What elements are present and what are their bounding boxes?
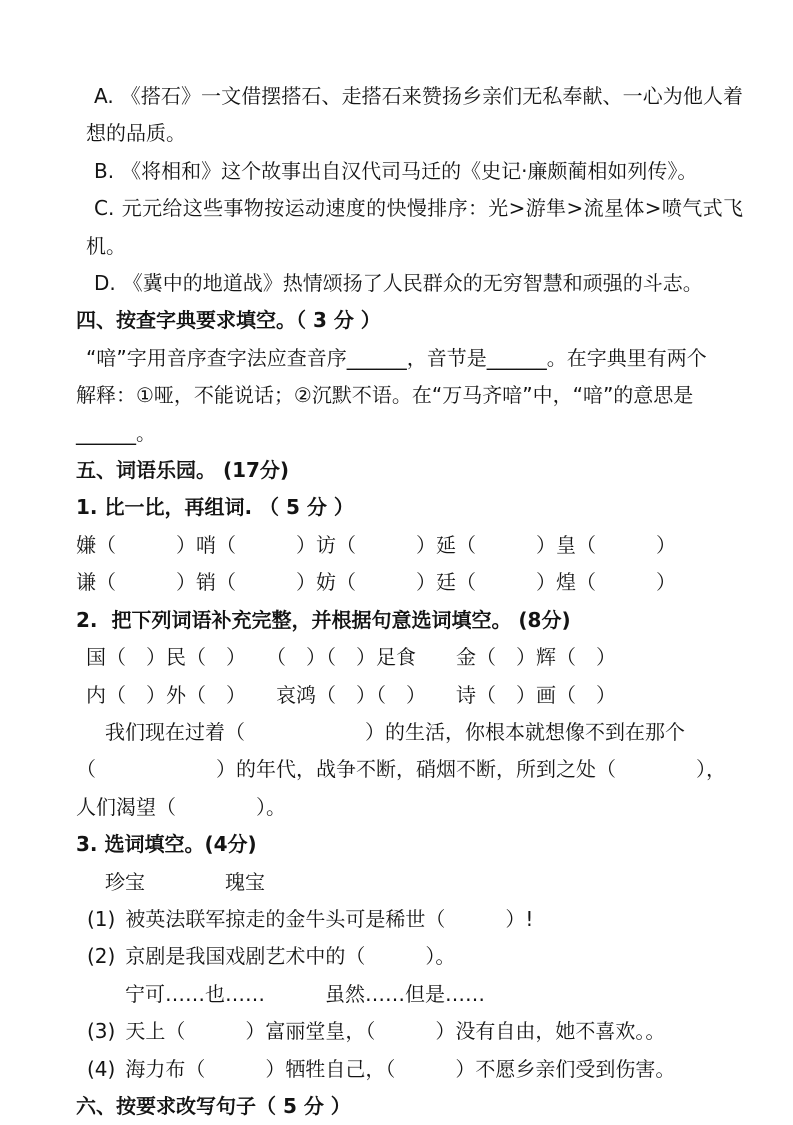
sentence-fill-line-1: 我们现在过着（ ）的生活，你根本就想像不到在那个 — [105, 719, 685, 744]
option-text: 《将相和》这个故事出自汉代司马迁的《史记·廉颇蔺相如列传》。 — [121, 158, 698, 183]
fill-item-4 — [76, 1051, 743, 1088]
option-label: D. — [94, 271, 116, 296]
idiom-row-1: 国（ ）民（ ） （ ）（ ）足食 金（ ）辉（ ） — [86, 645, 616, 670]
fill-item-label: (1) — [87, 906, 116, 931]
fill-item-3 — [76, 1013, 743, 1050]
option-label: C. — [94, 196, 115, 221]
word-choices-1: 珍宝 瑰宝 — [105, 869, 265, 894]
section4-heading: 四、按查字典要求填空。（ 3 分 ） — [76, 308, 381, 333]
option-item-a — [76, 78, 743, 153]
sentence-fill-line-2: （ ）的年代，战争不断，硝烟不断，所到之处（ ）， — [76, 757, 726, 782]
word-compare-row-1: 嫌（ ）哨（ ）访（ ）延（ ）皇（ ） — [76, 532, 676, 557]
option-text: 元元给这些事物按运动速度的快慢排序：光>游隼>流星体>喷气式飞机。 — [86, 196, 743, 258]
sub3-heading: 3. 选词填空。(4分) — [76, 832, 257, 857]
option-item-d — [76, 265, 743, 302]
fill-item-1 — [76, 901, 743, 938]
idiom-row-2: 内（ ）外（ ） 哀鸿（ ）（ ） 诗（ ）画（ ） — [86, 682, 616, 707]
option-label: A. — [94, 84, 114, 108]
sub2-heading: 2. 把下列词语补充完整，并根据句意选词填空。 (8分) — [76, 607, 571, 632]
fill-item-label: (4) — [87, 1056, 116, 1081]
fill-item-text: 海力布（ ）牺牲自己，（ ）不愿乡亲们受到伤害。 — [125, 1056, 676, 1081]
fill-item-label: (3) — [87, 1019, 116, 1044]
dictionary-question-line-2: 解释：①哑，不能说话；②沉默不语。在“万马齐喑”中，“喑”的意思是______。 — [76, 383, 694, 445]
word-compare-row-2: 谦（ ）销（ ）妨（ ）廷（ ）煌（ ） — [76, 570, 676, 595]
option-label: B. — [94, 158, 115, 183]
fill-item-label: (2) — [87, 944, 116, 969]
section5-heading: 五、词语乐园。 (17分) — [76, 458, 290, 483]
sentence-fill-line-3: 人们渴望（ ）。 — [76, 794, 286, 819]
option-item-b — [76, 153, 743, 190]
fill-item-text: 京剧是我国戏剧艺术中的（ ）。 — [125, 944, 456, 969]
option-item-c — [76, 190, 743, 265]
option-text: 《冀中的地道战》热情颂扬了人民群众的无穷智慧和顽强的斗志。 — [122, 271, 703, 296]
option-text: 《搭石》一文借摆搭石、走搭石来赞扬乡亲们无私奉献、一心为他人着想的品质。 — [86, 84, 743, 146]
fill-item-text: 天上（ ）富丽堂皇，（ ）没有自由，她不喜欢。。 — [125, 1019, 666, 1044]
fill-item-text: 被英法联军掠走的金牛头可是稀世（ ）! — [125, 906, 534, 931]
word-choices-2: 宁可……也…… 虽然……但是…… — [125, 981, 485, 1006]
fill-item-2 — [76, 938, 743, 975]
section6-heading: 六、按要求改写句子（ 5 分 ） — [76, 1093, 351, 1118]
dictionary-question-line-1: “喑”字用音序查字法应查音序______，音节是______。在字典里有两个 — [86, 345, 707, 370]
sub1-heading: 1. 比一比，再组词. （ 5 分 ） — [76, 495, 354, 520]
